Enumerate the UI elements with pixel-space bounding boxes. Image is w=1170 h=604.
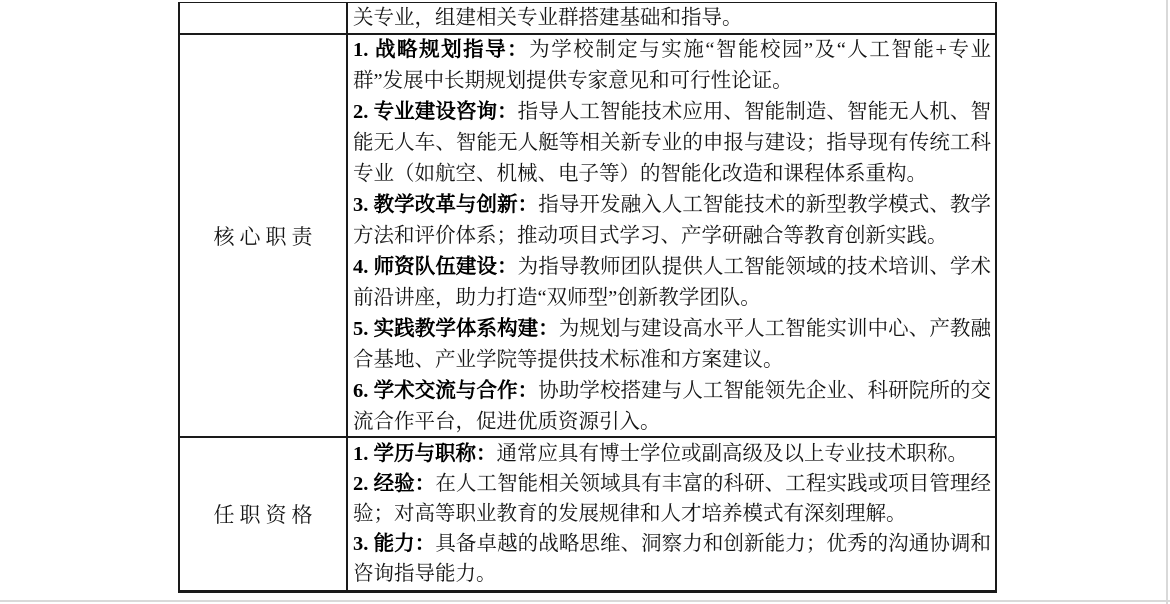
item-text: 为指导教师团队提供人工智能领域的技术培训、学术前沿讲座，助力打造“双师型”创新教学团队。	[353, 256, 992, 309]
item-label: 4. 师资队伍建设：	[353, 256, 518, 278]
item-text: 为学校制定与实施“智能校园”及“人工智能+专业群”发展中长期规划提供专家意见和可行性论证。	[353, 39, 991, 92]
table-row-core-duties	[180, 35, 995, 438]
duty-item	[353, 190, 991, 252]
item-text: 协助学校搭建与人工智能领先企业、科研院所的交流合作平台，促进优质资源引入。	[353, 380, 991, 433]
duty-item	[353, 97, 991, 190]
item-label: 1. 学历与职称：	[353, 443, 497, 465]
table-row-qualifications	[180, 438, 995, 590]
core-duties-cell	[348, 35, 995, 436]
window-right-edge	[1166, 0, 1168, 604]
item-text: 通常应具有博士学位或副高级及以上专业技术职称。	[496, 443, 968, 465]
job-description-table	[178, 2, 997, 593]
window-bottom-edge	[0, 600, 1170, 602]
item-text: 在人工智能相关领域具有丰富的科研、工程实践或项目管理经验；对高等职业教育的发展规律和人才培养模式有深刻理解。	[353, 473, 992, 525]
item-label: 2. 经验：	[353, 473, 436, 495]
duty-item	[353, 314, 991, 376]
qualifications-cell	[348, 438, 995, 590]
table-row-continuation	[180, 3, 995, 35]
item-label: 2. 专业建设咨询：	[353, 101, 518, 123]
row-header-core-duties	[180, 35, 348, 436]
item-label: 3. 教学改革与创新：	[353, 194, 539, 216]
row-header-qualifications	[180, 438, 348, 590]
item-label: 3. 能力：	[353, 533, 436, 555]
continuation-text: 关专业，组建相关专业群搭建基础和指导。	[353, 7, 743, 29]
duty-item	[353, 252, 991, 314]
qualification-item	[353, 469, 991, 529]
row-header-label: 核心职责	[213, 224, 318, 249]
row-header-label: 任职资格	[213, 503, 318, 527]
row-header-empty-cell	[180, 3, 348, 33]
item-label: 1. 战略规划指导：	[353, 39, 530, 61]
item-text: 具备卓越的战略思维、洞察力和创新能力；优秀的沟通协调和咨询指导能力。	[353, 533, 992, 585]
qualification-item	[353, 529, 991, 589]
continuation-cell	[348, 3, 995, 33]
duty-item	[353, 376, 991, 436]
item-label: 5. 实践教学体系构建：	[353, 318, 559, 340]
qualification-item	[353, 439, 991, 469]
item-text: 为规划与建设高水平人工智能实训中心、产教融合基地、产业学院等提供技术标准和方案建议。	[353, 318, 992, 371]
item-label: 6. 学术交流与合作：	[353, 380, 539, 402]
duty-item	[353, 35, 991, 97]
item-text: 指导人工智能技术应用、智能制造、智能无人机、智能无人车、智能无人艇等相关新专业的申报与建设；指导现有传统工科专业（如航空、机械、电子等）的智能化改造和课程体系重构。	[353, 101, 992, 185]
item-text: 指导开发融入人工智能技术的新型教学模式、教学方法和评价体系；推动项目式学习、产学研融合等教育创新实践。	[353, 194, 991, 247]
